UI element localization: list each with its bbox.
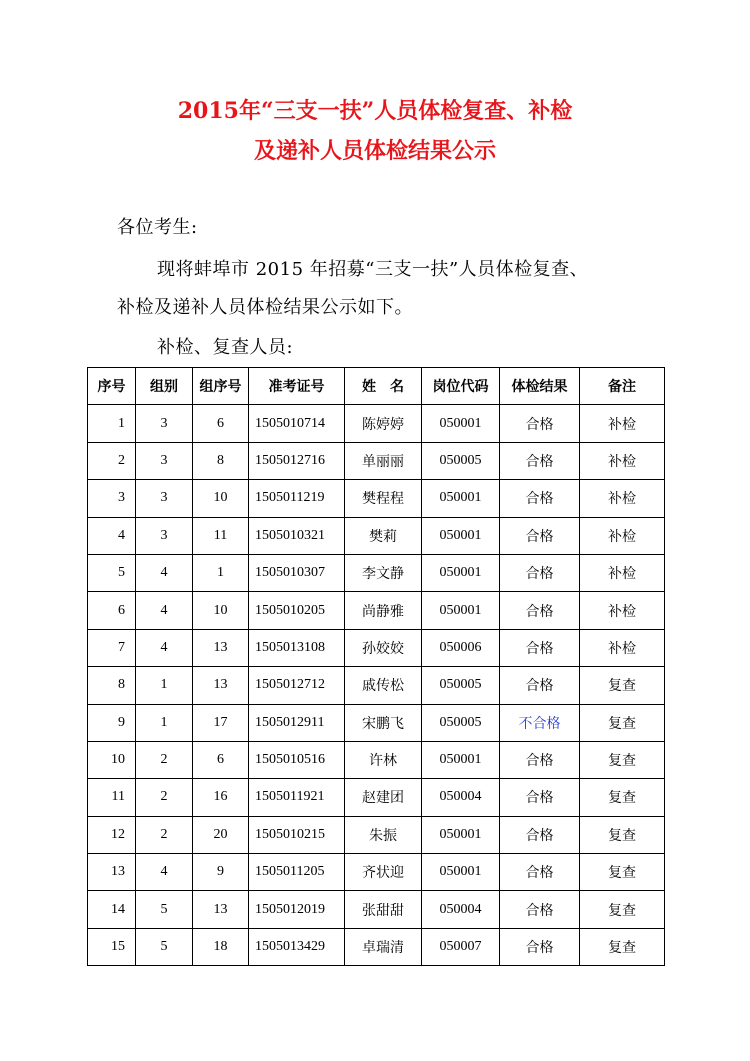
cell-group: 3 — [136, 480, 193, 517]
cell-group: 2 — [136, 779, 193, 816]
cell-remark: 复查 — [580, 854, 665, 891]
cell-exam-id: 1505011219 — [249, 480, 345, 517]
table-row — [88, 928, 665, 965]
cell-post-code: 050005 — [422, 704, 500, 741]
cell-group-index: 13 — [193, 667, 249, 704]
table-row — [88, 592, 665, 629]
table-row — [88, 554, 665, 591]
cell-group: 4 — [136, 854, 193, 891]
cell-name: 樊莉 — [345, 517, 422, 554]
cell-result: 合格 — [500, 629, 580, 666]
cell-group-index: 9 — [193, 854, 249, 891]
cell-name: 陈婷婷 — [345, 405, 422, 442]
cell-index: 8 — [88, 667, 136, 704]
document-title-line-2: 及递补人员体检结果公示 — [253, 138, 496, 164]
table-row — [88, 442, 665, 479]
header-cell-name: 姓 名 — [345, 368, 422, 405]
cell-group: 3 — [136, 405, 193, 442]
header-cell-group-index: 组序号 — [193, 368, 249, 405]
header-cell-exam-id: 准考证号 — [249, 368, 345, 405]
cell-result: 合格 — [500, 741, 580, 778]
cell-post-code: 050005 — [422, 442, 500, 479]
header-cell-index: 序号 — [88, 368, 136, 405]
cell-index: 3 — [88, 480, 136, 517]
cell-remark: 补检 — [580, 405, 665, 442]
cell-group-index: 13 — [193, 891, 249, 928]
cell-group: 3 — [136, 517, 193, 554]
cell-index: 15 — [88, 928, 136, 965]
results-table — [87, 367, 665, 966]
table-row — [88, 629, 665, 666]
cell-remark: 复查 — [580, 667, 665, 704]
cell-index: 6 — [88, 592, 136, 629]
cell-remark: 补检 — [580, 442, 665, 479]
cell-index: 4 — [88, 517, 136, 554]
body-paragraph-line-1: 现将蚌埠市 2015 年招募“三支一扶”人员体检复查、 — [157, 259, 589, 280]
cell-result: 合格 — [500, 667, 580, 704]
cell-index: 12 — [88, 816, 136, 853]
greeting: 各位考生: — [117, 217, 198, 238]
cell-result: 合格 — [500, 480, 580, 517]
cell-remark: 补检 — [580, 480, 665, 517]
cell-remark: 补检 — [580, 629, 665, 666]
cell-index: 5 — [88, 554, 136, 591]
header-cell-post-code: 岗位代码 — [422, 368, 500, 405]
cell-group-index: 17 — [193, 704, 249, 741]
table-row — [88, 667, 665, 704]
cell-exam-id: 1505011205 — [249, 854, 345, 891]
table-row — [88, 741, 665, 778]
table-row — [88, 891, 665, 928]
header-cell-group: 组别 — [136, 368, 193, 405]
cell-name: 张甜甜 — [345, 891, 422, 928]
cell-index: 1 — [88, 405, 136, 442]
cell-name: 朱振 — [345, 816, 422, 853]
cell-post-code: 050001 — [422, 854, 500, 891]
cell-name: 戚传松 — [345, 667, 422, 704]
cell-name: 单丽丽 — [345, 442, 422, 479]
cell-group: 4 — [136, 592, 193, 629]
cell-exam-id: 1505012911 — [249, 704, 345, 741]
cell-group: 2 — [136, 816, 193, 853]
cell-exam-id: 1505010321 — [249, 517, 345, 554]
cell-remark: 补检 — [580, 517, 665, 554]
cell-group-index: 1 — [193, 554, 249, 591]
cell-exam-id: 1505010307 — [249, 554, 345, 591]
cell-group: 3 — [136, 442, 193, 479]
cell-remark: 复查 — [580, 779, 665, 816]
cell-index: 9 — [88, 704, 136, 741]
cell-name: 尚静雅 — [345, 592, 422, 629]
cell-result: 不合格 — [500, 704, 580, 741]
cell-group-index: 11 — [193, 517, 249, 554]
table-header-row — [88, 368, 665, 405]
table-row — [88, 854, 665, 891]
cell-group: 1 — [136, 704, 193, 741]
cell-remark: 补检 — [580, 554, 665, 591]
cell-post-code: 050007 — [422, 928, 500, 965]
table-row — [88, 816, 665, 853]
cell-exam-id: 1505012019 — [249, 891, 345, 928]
header-cell-remark: 备注 — [580, 368, 665, 405]
cell-index: 7 — [88, 629, 136, 666]
cell-post-code: 050005 — [422, 667, 500, 704]
table-row — [88, 779, 665, 816]
cell-result: 合格 — [500, 554, 580, 591]
cell-post-code: 050001 — [422, 517, 500, 554]
cell-result: 合格 — [500, 928, 580, 965]
cell-post-code: 050001 — [422, 816, 500, 853]
cell-index: 11 — [88, 779, 136, 816]
cell-group: 4 — [136, 554, 193, 591]
cell-index: 13 — [88, 854, 136, 891]
cell-post-code: 050001 — [422, 405, 500, 442]
cell-group-index: 20 — [193, 816, 249, 853]
cell-group: 2 — [136, 741, 193, 778]
cell-group: 4 — [136, 629, 193, 666]
cell-result: 合格 — [500, 405, 580, 442]
cell-group-index: 10 — [193, 480, 249, 517]
cell-name: 赵建团 — [345, 779, 422, 816]
cell-exam-id: 1505012716 — [249, 442, 345, 479]
table-row — [88, 517, 665, 554]
cell-remark: 复查 — [580, 741, 665, 778]
cell-group-index: 8 — [193, 442, 249, 479]
table-subheading: 补检、复查人员: — [157, 337, 294, 358]
cell-group-index: 18 — [193, 928, 249, 965]
cell-name: 许林 — [345, 741, 422, 778]
cell-index: 10 — [88, 741, 136, 778]
cell-group: 5 — [136, 891, 193, 928]
cell-name: 齐状迎 — [345, 854, 422, 891]
cell-result: 合格 — [500, 779, 580, 816]
cell-post-code: 050004 — [422, 779, 500, 816]
cell-result: 合格 — [500, 442, 580, 479]
cell-group-index: 16 — [193, 779, 249, 816]
cell-remark: 复查 — [580, 891, 665, 928]
cell-post-code: 050001 — [422, 480, 500, 517]
cell-exam-id: 1505010205 — [249, 592, 345, 629]
cell-remark: 复查 — [580, 816, 665, 853]
header-cell-result: 体检结果 — [500, 368, 580, 405]
cell-post-code: 050001 — [422, 592, 500, 629]
cell-post-code: 050004 — [422, 891, 500, 928]
cell-name: 宋鹏飞 — [345, 704, 422, 741]
cell-group-index: 10 — [193, 592, 249, 629]
cell-index: 2 — [88, 442, 136, 479]
cell-result: 合格 — [500, 592, 580, 629]
cell-result: 合格 — [500, 854, 580, 891]
cell-name: 李文静 — [345, 554, 422, 591]
cell-group-index: 6 — [193, 741, 249, 778]
cell-post-code: 050001 — [422, 741, 500, 778]
cell-index: 14 — [88, 891, 136, 928]
cell-result: 合格 — [500, 517, 580, 554]
cell-remark: 补检 — [580, 592, 665, 629]
document-title-line-1: 2015年“三支一扶”人员体检复查、补检 — [177, 98, 573, 124]
cell-exam-id: 1505012712 — [249, 667, 345, 704]
cell-result: 合格 — [500, 891, 580, 928]
body-paragraph-line-2: 补检及递补人员体检结果公示如下。 — [117, 297, 413, 318]
cell-name: 孙姣姣 — [345, 629, 422, 666]
table-body — [88, 405, 665, 966]
cell-exam-id: 1505013108 — [249, 629, 345, 666]
cell-group: 1 — [136, 667, 193, 704]
cell-result: 合格 — [500, 816, 580, 853]
cell-remark: 复查 — [580, 704, 665, 741]
table-row — [88, 405, 665, 442]
cell-exam-id: 1505013429 — [249, 928, 345, 965]
cell-exam-id: 1505010516 — [249, 741, 345, 778]
cell-group-index: 13 — [193, 629, 249, 666]
cell-group-index: 6 — [193, 405, 249, 442]
cell-name: 樊程程 — [345, 480, 422, 517]
cell-group: 5 — [136, 928, 193, 965]
table-row — [88, 704, 665, 741]
cell-exam-id: 1505010215 — [249, 816, 345, 853]
cell-post-code: 050001 — [422, 554, 500, 591]
cell-name: 卓瑞清 — [345, 928, 422, 965]
table-row — [88, 480, 665, 517]
cell-exam-id: 1505010714 — [249, 405, 345, 442]
cell-post-code: 050006 — [422, 629, 500, 666]
cell-remark: 复查 — [580, 928, 665, 965]
cell-exam-id: 1505011921 — [249, 779, 345, 816]
